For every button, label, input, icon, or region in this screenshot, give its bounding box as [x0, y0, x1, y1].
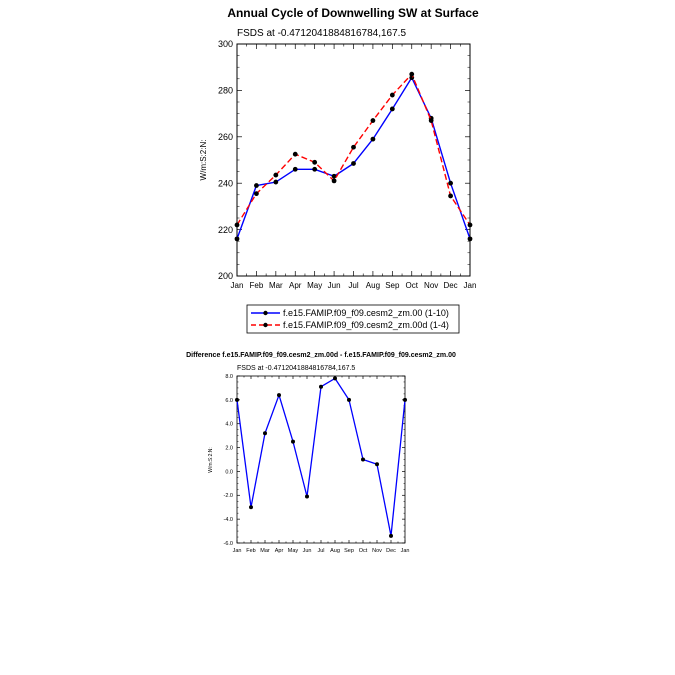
top-series-2-point: [332, 178, 337, 183]
bottom-series-1-point: [291, 440, 295, 444]
top-series-2-point: [371, 118, 376, 123]
bottom-series-1-point: [305, 494, 309, 498]
top-x-tick-label: Dec: [443, 281, 458, 290]
top-chart-plot: [218, 39, 476, 290]
bottom-y-tick-label: 6.0: [225, 397, 233, 404]
top-plot-frame: [237, 44, 470, 276]
top-series-1-point: [332, 174, 337, 179]
bottom-series-1-point: [347, 398, 351, 402]
top-x-tick-label: Jan: [230, 281, 244, 290]
bottom-y-tick-label: 8.0: [225, 373, 233, 380]
bottom-x-tick-label: Mar: [260, 548, 270, 554]
top-series-1-point: [235, 236, 240, 241]
top-y-tick-label: 240: [217, 178, 233, 189]
bottom-x-tick-label: Oct: [358, 548, 368, 554]
top-series-1-point: [312, 167, 317, 172]
top-y-tick-label: 300: [217, 39, 233, 50]
top-x-tick-label: Feb: [249, 281, 264, 290]
top-series-2-point: [409, 72, 414, 77]
bottom-y-tick-label: -6.0: [223, 540, 233, 547]
bottom-plot-frame: [237, 376, 405, 543]
top-chart-subtitle: FSDS at -0.4712041884816784,167.5: [237, 28, 407, 39]
top-x-tick-label: Nov: [424, 281, 439, 290]
top-series-2-point: [351, 145, 356, 150]
top-x-tick-label: Jul: [348, 281, 359, 290]
top-x-tick-label: Jun: [327, 281, 341, 290]
top-series-2-point: [390, 93, 395, 98]
top-series-2-point: [312, 160, 317, 165]
legend-marker-series-2: [263, 323, 267, 327]
top-series-1-point: [371, 137, 376, 142]
legend-label-series-2: f.e15.FAMIP.f09_f09.cesm2_zm.00d (1-4): [283, 320, 449, 330]
bottom-series-1-point: [263, 431, 267, 435]
bottom-series-1-point: [389, 534, 393, 538]
bottom-series-1-point: [361, 458, 365, 462]
bottom-x-tick-label: Jun: [302, 548, 312, 554]
top-x-tick-label: Jan: [463, 281, 477, 290]
bottom-chart-ylabel: W/m:S:2:N:: [208, 447, 214, 473]
top-x-tick-label: May: [307, 281, 323, 290]
legend-marker-series-1: [263, 311, 267, 315]
top-x-tick-label: Aug: [365, 281, 381, 290]
bottom-series-1-point: [319, 385, 323, 389]
legend-label-series-1: f.e15.FAMIP.f09_f09.cesm2_zm.00 (1-10): [283, 308, 449, 318]
bottom-series-1-point: [333, 376, 337, 380]
top-series-1-point: [468, 236, 473, 241]
bottom-x-tick-label: Sep: [344, 548, 354, 554]
bottom-y-tick-label: -4.0: [223, 517, 233, 524]
bottom-series-1-point: [403, 398, 407, 402]
top-y-tick-label: 200: [217, 271, 233, 282]
top-series-2-point: [254, 191, 259, 196]
top-chart-ylabel: W/m:S:2:N:: [199, 139, 208, 181]
top-series-1-point: [448, 181, 453, 186]
top-y-tick-label: 280: [217, 85, 233, 96]
bottom-x-tick-label: Jan: [232, 548, 242, 554]
top-series-2-point: [273, 173, 278, 178]
bottom-y-tick-label: 0.0: [225, 469, 233, 476]
top-series-1-point: [390, 107, 395, 112]
top-series-1-point: [293, 167, 298, 172]
top-x-tick-label: Apr: [289, 281, 302, 290]
bottom-x-tick-label: Aug: [330, 548, 340, 554]
bottom-x-tick-label: Nov: [372, 548, 382, 554]
top-series-2-point: [235, 223, 240, 228]
bottom-y-tick-label: -2.0: [223, 493, 233, 500]
top-series-1-line: [237, 78, 470, 239]
bottom-x-tick-label: Apr: [274, 548, 284, 554]
top-series-2-point: [293, 152, 298, 157]
bottom-series-1-point: [249, 505, 253, 509]
top-series-1-point: [273, 180, 278, 185]
bottom-series-1-line: [237, 378, 405, 535]
bottom-y-tick-label: 2.0: [225, 445, 233, 452]
bottom-x-tick-label: Jul: [317, 548, 325, 554]
top-series-1-point: [351, 161, 356, 166]
bottom-chart-plot: [224, 374, 410, 554]
top-x-tick-label: Oct: [405, 281, 418, 290]
top-series-2-point: [468, 223, 473, 228]
top-y-tick-label: 220: [217, 224, 233, 235]
top-series-1-point: [254, 183, 259, 188]
top-series-2-point: [448, 194, 453, 199]
bottom-series-1-point: [277, 393, 281, 397]
bottom-chart-subtitle: FSDS at -0.4712041884816784,167.5: [237, 365, 356, 372]
bottom-x-tick-label: May: [287, 548, 299, 554]
top-series-2-point: [429, 118, 434, 123]
top-chart-title: Annual Cycle of Downwelling SW at Surface: [227, 6, 479, 20]
top-x-tick-label: Mar: [268, 281, 283, 290]
bottom-y-tick-label: 4.0: [225, 421, 233, 428]
bottom-series-1-point: [375, 462, 379, 466]
legend: [247, 305, 459, 333]
bottom-x-tick-label: Jan: [400, 548, 410, 554]
top-y-tick-label: 260: [217, 131, 233, 142]
bottom-chart-title: Difference f.e15.FAMIP.f09_f09.cesm2_zm.00d - f.e15.FAMIP.f09_f09.cesm2_zm.00: [186, 352, 456, 359]
bottom-series-1-point: [235, 398, 239, 402]
top-x-tick-label: Sep: [385, 281, 400, 290]
bottom-x-tick-label: Feb: [246, 548, 256, 554]
bottom-x-tick-label: Dec: [386, 548, 396, 554]
